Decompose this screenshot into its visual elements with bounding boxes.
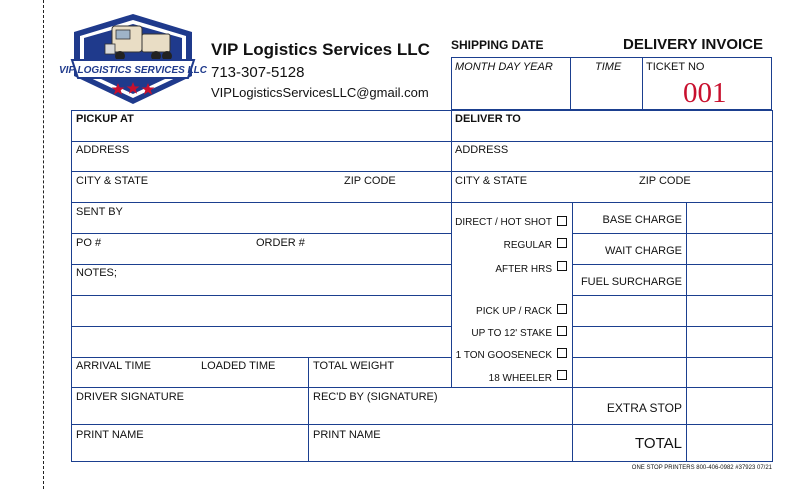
service-option-label: UP TO 12' STAKE <box>471 328 552 339</box>
arrival-time-label: ARRIVAL TIME <box>76 360 151 372</box>
base-charge-label: BASE CHARGE <box>602 214 682 226</box>
deliver-to-label: DELIVER TO <box>455 113 521 125</box>
wait-charge-label: WAIT CHARGE <box>604 245 682 257</box>
delivery-zip-label: ZIP CODE <box>639 175 691 187</box>
ticket-no-label: TICKET NO <box>646 61 705 73</box>
pickup-zip-label: ZIP CODE <box>344 175 396 187</box>
company-phone: 713-307-5128 <box>211 64 305 81</box>
vip-logistics-logo <box>59 10 207 108</box>
shipping-date-label: SHIPPING DATE <box>451 38 544 52</box>
service-option-label: AFTER HRS <box>495 264 552 275</box>
loaded-time-label: LOADED TIME <box>201 360 276 372</box>
pickup-address-label: ADDRESS <box>76 144 130 156</box>
pick-up-rack-checkbox[interactable] <box>557 304 567 314</box>
regular-checkbox[interactable] <box>557 238 567 248</box>
company-info <box>211 40 430 102</box>
driver-signature-label: DRIVER SIGNATURE <box>76 391 184 403</box>
ticket-number: 001 <box>683 77 727 109</box>
after-hrs-checkbox[interactable] <box>557 261 567 271</box>
notes-label: NOTES; <box>76 267 117 279</box>
order-label: ORDER # <box>256 237 305 249</box>
logo-text: VIP LOGISTICS SERVICES LLC <box>59 65 207 76</box>
extra-stop-label: EXTRA STOP <box>606 401 682 415</box>
eighteen-wheeler-checkbox[interactable] <box>557 370 567 380</box>
month-day-year-label: MONTH DAY YEAR <box>455 61 553 73</box>
recd-by-label: REC'D BY (SIGNATURE) <box>313 391 438 403</box>
print-name-driver-label: PRINT NAME <box>76 429 144 441</box>
pickup-at-label: PICKUP AT <box>76 113 134 125</box>
company-name: VIP Logistics Services LLC <box>211 40 430 59</box>
service-option-label: DIRECT / HOT SHOT <box>455 217 552 228</box>
service-option-label: 18 WHEELER <box>488 373 552 384</box>
sent-by-label: SENT BY <box>76 206 123 218</box>
time-label: TIME <box>595 61 622 73</box>
total-weight-label: TOTAL WEIGHT <box>313 360 395 372</box>
up-to-12-stake-checkbox[interactable] <box>557 326 567 336</box>
company-email: VIPLogisticsServicesLLC@gmail.com <box>211 85 429 100</box>
delivery-address-label: ADDRESS <box>455 144 509 156</box>
direct-hot-shot-checkbox[interactable] <box>557 216 567 226</box>
po-label: PO # <box>76 237 102 249</box>
invoice-title: DELIVERY INVOICE <box>623 36 764 53</box>
one-ton-gooseneck-checkbox[interactable] <box>557 348 567 358</box>
print-name-receiver-label: PRINT NAME <box>313 429 381 441</box>
fuel-surcharge-label: FUEL SURCHARGE <box>580 276 682 288</box>
total-label: TOTAL <box>635 435 682 452</box>
perforation-line <box>43 0 44 489</box>
service-option-label: REGULAR <box>503 240 552 251</box>
delivery-city-state-label: CITY & STATE <box>455 175 528 187</box>
printer-credit: ONE STOP PRINTERS 800-406-0982 #37923 07/21 <box>631 465 772 471</box>
service-option-label: PICK UP / RACK <box>476 306 552 317</box>
service-option-label: 1 TON GOOSENECK <box>455 350 552 361</box>
pickup-city-state-label: CITY & STATE <box>76 175 149 187</box>
